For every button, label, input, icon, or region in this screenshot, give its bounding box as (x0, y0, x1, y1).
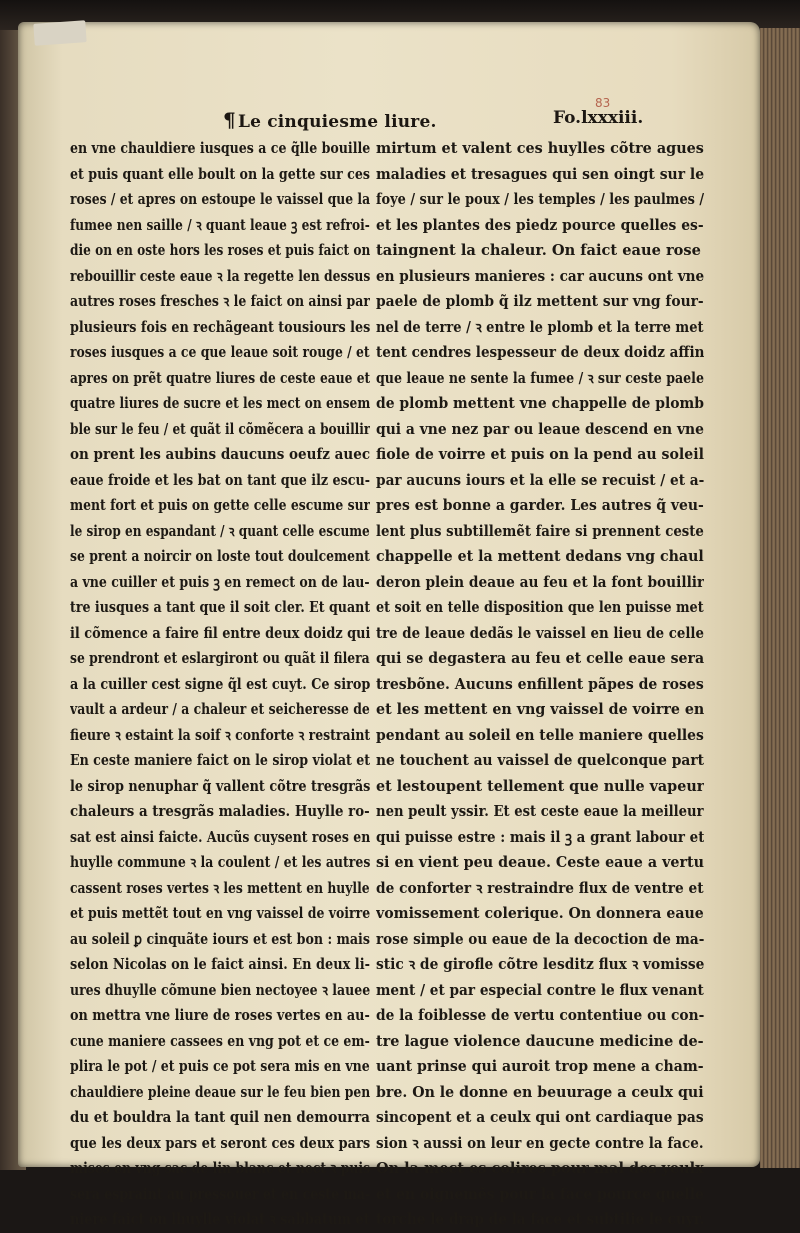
page-stack-edge (760, 28, 800, 1168)
text-line: fiole de voirre et puis on la pend au soleil (376, 446, 704, 463)
text-line: chaleurs a tresgrãs maladies. Huylle ro- (70, 803, 370, 820)
book-page (18, 22, 760, 1228)
text-line: au soleil ꝑ cinquãte iours et est bon : mais (70, 930, 370, 948)
text-line: cune maniere cassees en vng pot et ce em- (70, 1032, 370, 1050)
page-header (18, 96, 760, 136)
text-line: eaue froide et les bat on tant que ilz escu- (70, 471, 370, 489)
text-line: par aucuns iours et la elle se recuist / et a- (376, 471, 704, 489)
text-line: huylle commune ꝛ la coulent / et les autres (70, 854, 370, 871)
text-line: deron plein deaue au feu et la font bouillir (376, 573, 704, 591)
pencil-page-number: 83 (595, 96, 611, 110)
folio-number: Fo.lxxxiii. (553, 108, 644, 128)
text-line: vault a ardeur / a chaleur et seicheresse de (70, 701, 370, 718)
text-line: lent plus subtillemẽt faire si prennent ceste (376, 522, 704, 540)
text-line: de la foiblesse de vertu contentiue ou con- (376, 1007, 704, 1024)
text-line: rose simple ou eaue de la decoction de ma- (376, 930, 704, 948)
text-line: tent cendres lespesseur de deux doidz affin (376, 344, 704, 361)
text-line: en vne chauldiere iusques a ce q̃lle bouille (70, 140, 370, 157)
text-line: et puis quant elle boult on la gette sur ces (70, 165, 370, 183)
text-line: chauldiere pleine deaue sur le feu bien pen (70, 1083, 370, 1101)
text-line: uant prinse qui auroit trop mene a cham- (376, 1058, 704, 1075)
text-line: mises en vng sac de lin blanc et nect ꝛ puis (70, 1160, 370, 1177)
text-line: maladies et tresagues qui sen oingt sur le (376, 165, 704, 183)
text-line: nen peult yssir. Et est ceste eaue la meilleur (376, 803, 704, 820)
text-column-left (70, 136, 370, 1233)
text-line: plusieurs fois en rechãgeant tousiours les (70, 318, 370, 336)
running-head-text: Le cinquiesme liure. (237, 112, 437, 132)
text-line: ne touchent au vaissel de quelconque part (376, 752, 704, 769)
text-line: le sirop en espandant / ꝛ quant celle escume (70, 522, 370, 540)
text-line: nel de terre / ꝛ entre le plomb et la terre met (376, 318, 704, 336)
text-line: du et bouldra la tant quil nen demourra (70, 1109, 370, 1126)
text-line: ures dhuylle cõmune bien nectoyee ꝛ lauee (70, 981, 370, 999)
text-line: se prent a noircir on loste tout doulcement (70, 548, 370, 565)
text-line: selon Nicolas on le faict ainsi. En deux li- (70, 956, 370, 973)
text-line: niere faict on lhuylle violat ꝛ sabbatum et (70, 1211, 370, 1228)
text-line: on mettra vne liure de roses vertes en au- (70, 1007, 370, 1024)
running-head (223, 108, 437, 132)
text-line: ble sur le feu / et quãt il cõmẽcera a bouillir (70, 420, 370, 438)
text-line: pendant au soleil en telle maniere quelles (376, 726, 704, 744)
text-line: en plusieurs manieres : car aucuns ont vne (376, 267, 704, 285)
text-line: cassent roses vertes ꝛ les mettent en huylle (70, 879, 370, 897)
text-line: tre de leaue dedãs le vaissel en lieu de celle (376, 624, 704, 642)
text-line: plira le pot / et puis ce pot sera mis en vne (70, 1058, 370, 1075)
text-line: taingnent la chaleur. On faict eaue rose (376, 242, 701, 259)
text-line: roses iusques a ce que leaue soit rouge / et (70, 344, 370, 361)
text-line: tresbõne. Aucuns enfillent pãpes de roses (376, 675, 704, 693)
text-line: En ceste maniere faict on le sirop violat et (70, 752, 370, 769)
text-line: a vne cuiller et puis ꝫ en remect on de lau- (70, 573, 370, 591)
text-line: rebouillir ceste eaue ꝛ la regette len dessus (70, 267, 370, 285)
text-line: de conforter ꝛ restraindre flux de ventre et (376, 879, 704, 897)
text-line: pres est bonne a garder. Les autres q̃ veu- (376, 497, 704, 514)
text-line: tre iusques a tant que il soit cler. Et quant (70, 599, 370, 616)
text-line: torche le drap de la face et subtilie le cuyr. (376, 1211, 704, 1228)
text-line: et puis mettẽt tout en vng vaissel de voirre (70, 905, 370, 922)
text-line: paele de plomb q̃ ilz mettent sur vng four- (376, 293, 704, 310)
text-line: et les plantes des piedz pource quelles es- (376, 216, 704, 234)
text-line: sera espraint au pressouer et en ceste ma- (70, 1185, 370, 1203)
text-line: et en oignemẽs pour la face pource quelle (376, 1185, 704, 1203)
pilcrow-mark: ¶ (223, 108, 236, 132)
text-line: que leaue ne sente la fumee / ꝛ sur ceste paele (376, 369, 704, 387)
text-line: qui a vne nez par ou leaue descend en vne (376, 420, 704, 438)
text-line: autres roses fresches ꝛ le faict on ainsi par (70, 293, 370, 310)
text-line: de plomb mettent vne chappelle de plomb (376, 395, 704, 412)
text-line: tre lague violence daucune medicine de- (376, 1032, 704, 1050)
text-line: fieure ꝛ estaint la soif ꝛ conforte ꝛ restraint (70, 726, 370, 744)
text-line: et lestoupent tellement que nulle vapeur (376, 777, 704, 795)
text-line: stic ꝛ de girofle cõtre lesditz flux ꝛ vomisse (376, 956, 704, 973)
text-line: roses / et apres on estoupe le vaissel que la (70, 191, 370, 208)
text-line: On la mect es colires pour mal des yeulx (376, 1160, 704, 1177)
text-line: se prendront et eslargiront ou quãt il filera (70, 650, 370, 667)
text-line: vomissement colerique. On donnera eaue (376, 905, 704, 922)
text-line: apres on prẽt quatre liures de ceste eaue et (70, 369, 370, 387)
text-line: ment fort et puis on gette celle escume sur (70, 497, 370, 514)
text-line: quatre liures de sucre et les mect on ensem (70, 395, 370, 412)
text-line: foye / sur le poux / les temples / les paulmes / (376, 191, 704, 208)
text-line: qui se degastera au feu et celle eaue sera (376, 650, 704, 667)
text-line: si en vient peu deaue. Ceste eaue a vertu (376, 854, 704, 871)
text-line: que les deux pars et seront ces deux pars (70, 1134, 370, 1152)
text-line: a la cuiller cest signe q̃l est cuyt. Ce sirop (70, 675, 370, 693)
paper-tab (33, 20, 86, 46)
text-line: le sirop nenuphar q̃ vallent cõtre tresgrãs (70, 777, 370, 795)
text-column-right (376, 136, 704, 1233)
text-line: sincopent et a ceulx qui ont cardiaque pas (376, 1109, 704, 1126)
text-line: et les mettent en vng vaissel de voirre en (376, 701, 704, 718)
text-line: sat est ainsi faicte. Aucũs cuysent roses en (70, 828, 370, 846)
text-line: bre. On le donne en beuurage a ceulx qui (376, 1083, 704, 1101)
text-line: chappelle et la mettent dedans vng chaul (376, 548, 704, 565)
text-line: ment / et par especial contre le flux venant (376, 981, 704, 999)
text-line: fumee nen saille / ꝛ quant leaue ꝫ est refroi- (70, 216, 370, 234)
text-line: et soit en telle disposition que len puisse met (376, 599, 704, 616)
text-line: mirtum et valent ces huylles cõtre agues (376, 140, 704, 157)
text-line: die on en oste hors les roses et puis faict on (70, 242, 370, 259)
text-line: il cõmence a faire fil entre deux doidz qui (70, 624, 370, 642)
text-line: on prent les aubins daucuns oeufz auec (70, 446, 370, 463)
text-line: qui puisse estre : mais il ꝫ a grant labour et (376, 828, 704, 846)
text-line: sion ꝛ aussi on leur en gecte contre la face. (376, 1134, 704, 1152)
